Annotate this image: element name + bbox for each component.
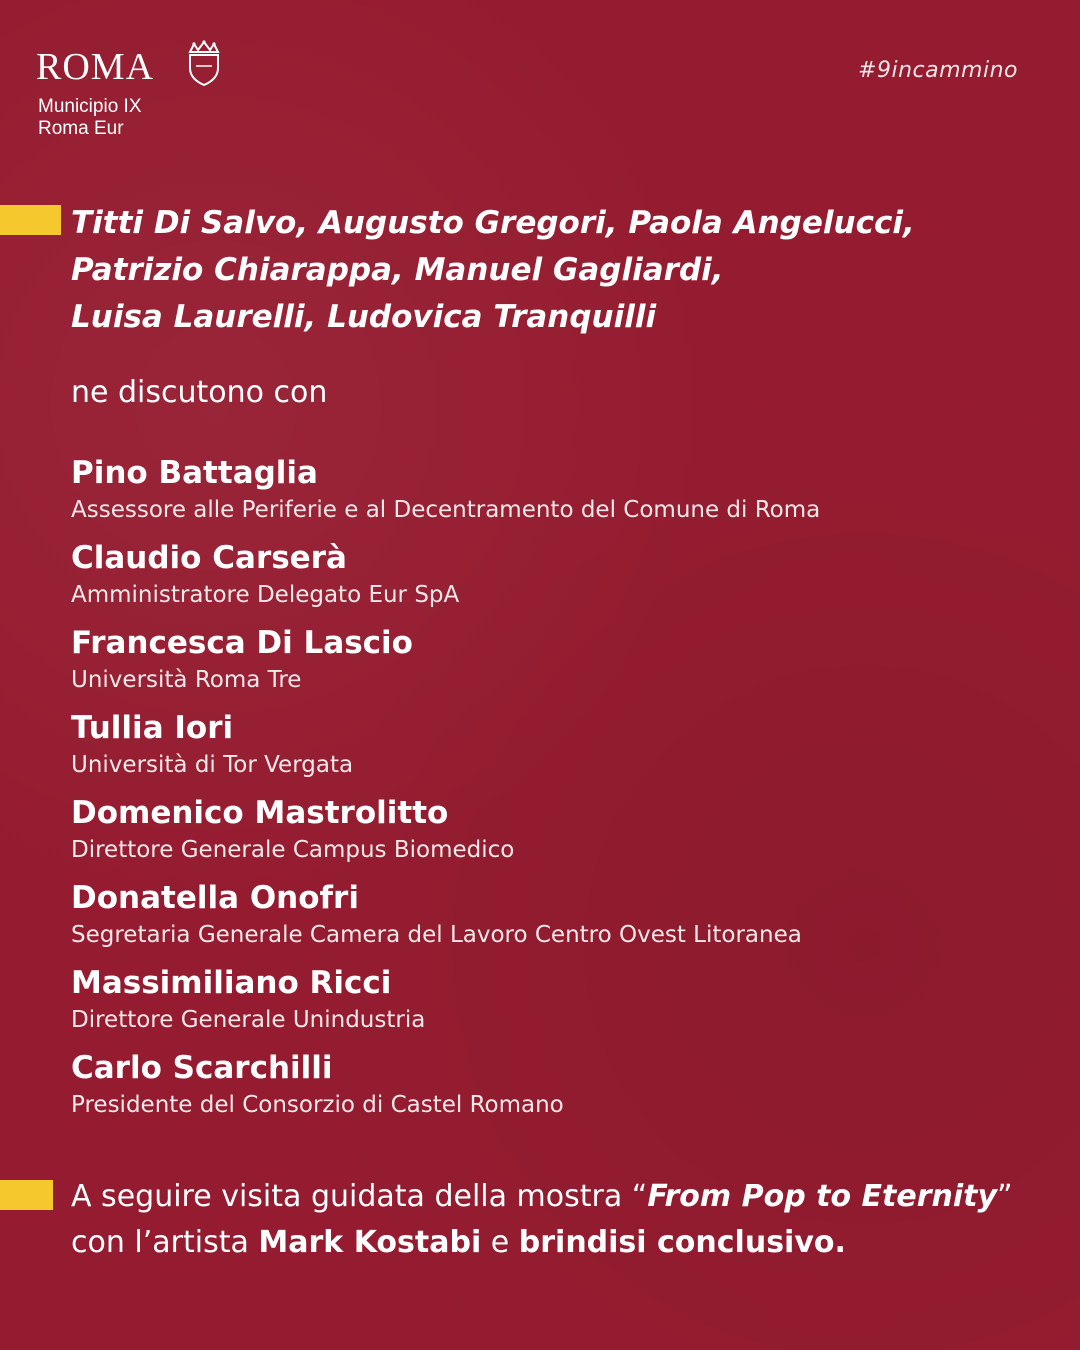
speaker-name: Claudio Carserà: [71, 540, 347, 576]
speaker-item: [71, 877, 1051, 962]
intro-line: Luisa Laurelli, Ludovica Tranquilli: [71, 299, 657, 335]
speaker-name: Domenico Mastrolitto: [71, 795, 449, 831]
speaker-item: [71, 792, 1051, 877]
closing-line-1: [71, 1174, 1071, 1220]
speaker-name: Pino Battaglia: [71, 455, 318, 491]
exhibition-title: From Pop to Eternity: [647, 1179, 998, 1214]
speaker-item: [71, 622, 1051, 707]
closing-part: e: [481, 1225, 519, 1260]
speaker-item: [71, 707, 1051, 792]
speaker-role: Direttore Generale Campus Biomedico: [71, 837, 515, 863]
crest-icon: [186, 40, 222, 86]
speaker-item: [71, 452, 1051, 537]
speaker-name: Massimiliano Ricci: [71, 965, 392, 1001]
speaker-role: Università Roma Tre: [71, 667, 302, 693]
speaker-name: Donatella Onofri: [71, 880, 359, 916]
speaker-role: Segretaria Generale Camera del Lavoro Centro Ovest Litoranea: [71, 922, 802, 948]
speaker-role: Assessore alle Periferie e al Decentramento del Comune di Roma: [71, 497, 821, 523]
logo-subtitle: [38, 96, 142, 140]
closing-line-2: [71, 1220, 1071, 1266]
speaker-role: Università di Tor Vergata: [71, 752, 354, 778]
artist-name: Mark Kostabi: [258, 1225, 482, 1260]
speaker-role: Amministratore Delegato Eur SpA: [71, 582, 460, 608]
logo-subtitle-line2: Roma Eur: [38, 118, 124, 139]
speaker-name: Francesca Di Lascio: [71, 625, 413, 661]
closing-part: A seguire visita guidata della mostra “: [71, 1179, 648, 1214]
hashtag: #9incammino: [858, 58, 1018, 83]
speaker-role: Direttore Generale Unindustria: [71, 1007, 426, 1033]
speaker-item: [71, 1047, 1051, 1132]
closing-text: [71, 1174, 1071, 1266]
toast-text: brindisi conclusivo.: [518, 1225, 846, 1260]
intro-line: Titti Di Salvo, Augusto Gregori, Paola Angelucci,: [71, 205, 915, 241]
accent-bar-intro: [0, 205, 61, 235]
logo-wordmark: ROMA: [36, 46, 155, 88]
logo-subtitle-line1: Municipio IX: [38, 96, 142, 117]
accent-bar-closing: [0, 1180, 53, 1210]
speaker-name: Tullia Iori: [71, 710, 234, 746]
closing-part: ”: [997, 1179, 1013, 1214]
roma-logo: [36, 40, 236, 150]
intro-line: Patrizio Chiarappa, Manuel Gagliardi,: [71, 252, 724, 288]
speaker-role: Presidente del Consorzio di Castel Romano: [71, 1092, 564, 1118]
intro-names: [71, 200, 1031, 341]
lead-text: ne discutono con: [71, 375, 328, 410]
speaker-list: [71, 452, 1051, 1132]
speaker-name: Carlo Scarchilli: [71, 1050, 333, 1086]
speaker-item: [71, 962, 1051, 1047]
closing-part: con l’artista: [71, 1225, 259, 1260]
speaker-item: [71, 537, 1051, 622]
